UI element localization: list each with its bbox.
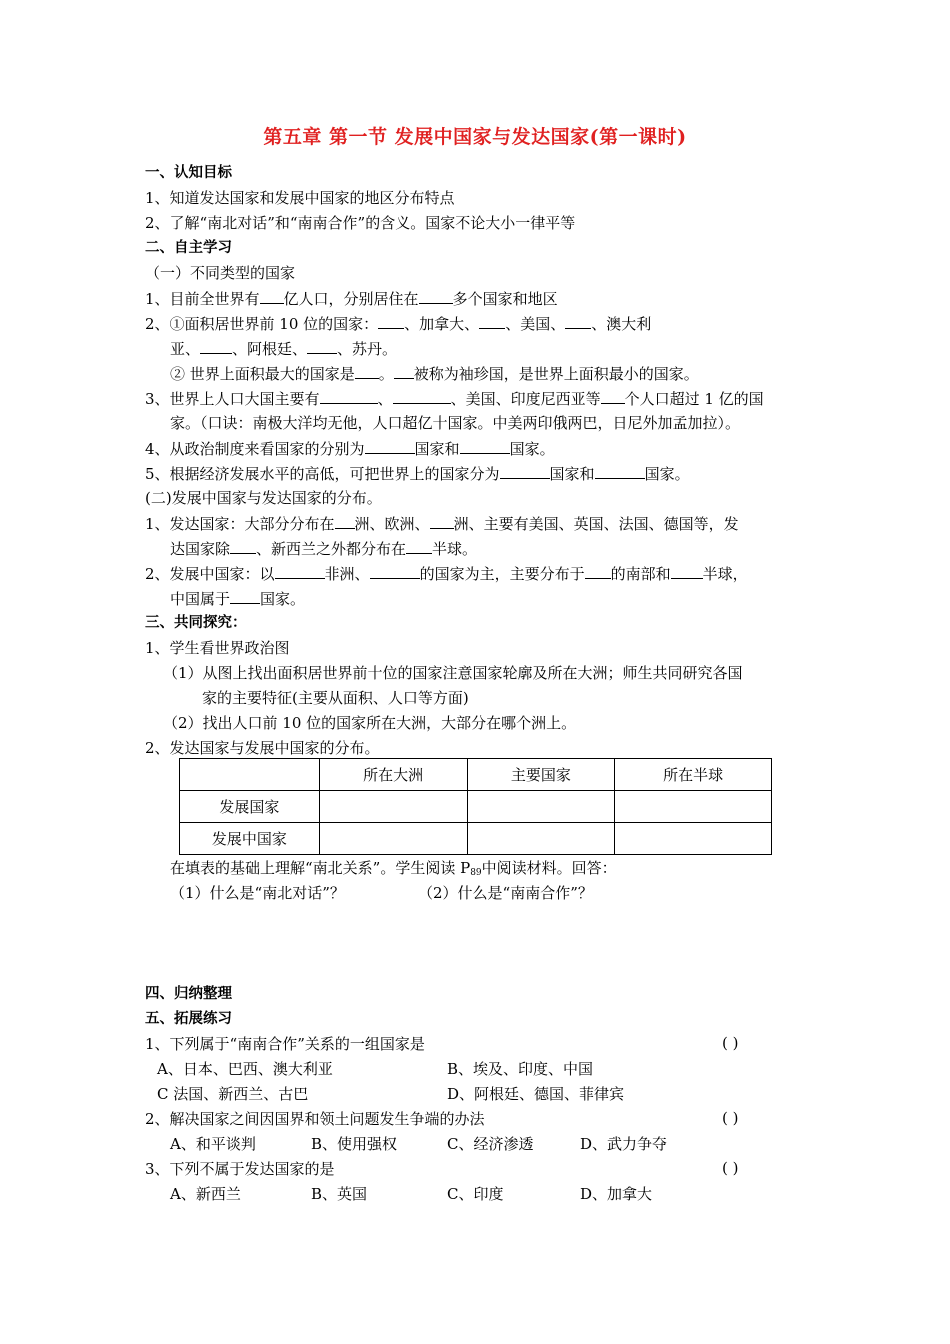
section-heading-goals: 一、认知目标 bbox=[145, 165, 232, 181]
goal-item-2: 2、了解“南北对话”和“南南合作”的含义。国家不论大小一律平等 bbox=[145, 214, 576, 232]
table-row bbox=[180, 823, 772, 855]
table-row-label: 发展国家 bbox=[180, 791, 320, 823]
table-header-cell: 所在半球 bbox=[615, 759, 772, 791]
answer-blank[interactable] bbox=[601, 388, 625, 404]
subheading-distribution: (二)发展中国家与发达国家的分布。 bbox=[145, 489, 382, 507]
goal-item-1: 1、知道发达国家和发展中国家的地区分布特点 bbox=[145, 189, 455, 207]
explore-item-1a-cont: 家的主要特征(主要从面积、人口等方面) bbox=[202, 689, 469, 707]
exercise-1-option-c: C 法国、新西兰、古巴 bbox=[157, 1085, 309, 1103]
explore-item-1b: （2）找出人口前 10 位的国家所在大洲，大部分在哪个洲上。 bbox=[163, 714, 577, 732]
exercise-2: 2、解决国家之间因国界和领土问题发生争端的办法 bbox=[145, 1110, 485, 1128]
answer-blank[interactable] bbox=[585, 563, 611, 579]
exercise-3-option-b: B、英国 bbox=[311, 1185, 368, 1203]
reading-instruction: 在填表的基础上理解“南北关系”。学生阅读 $P_{89}$中阅读材料。回答： bbox=[170, 859, 617, 878]
distribution-1-cont: 达国家除 、新西兰之外都分布在 半球。 bbox=[170, 540, 478, 558]
exercise-1-option-d: D、阿根廷、德国、菲律宾 bbox=[447, 1085, 625, 1103]
reading-question-1: （1）什么是“南北对话”？ bbox=[170, 884, 345, 902]
exercise-2-option-a: A、和平谈判 bbox=[170, 1135, 256, 1153]
reading-question-2: （2）什么是“南南合作”？ bbox=[418, 884, 593, 902]
page-title: 第五章 第一节 发展中国家与发达国家(第一课时) bbox=[263, 126, 687, 148]
answer-blank[interactable] bbox=[394, 363, 414, 379]
answer-bracket[interactable]: ( ) bbox=[722, 1159, 739, 1177]
question-2: 2、①面积居世界前 10 位的国家： 、加拿大、 、美国、 、澳大利 bbox=[145, 315, 652, 333]
answer-blank[interactable] bbox=[260, 288, 284, 304]
question-2-part2: ② 世界上面积最大的国家是 。 被称为袖珍国，是世界上面积最小的国家。 bbox=[170, 365, 699, 383]
question-2-cont: 亚、 、阿根廷、 、苏丹。 bbox=[170, 340, 398, 358]
distribution-2: 2、发展中国家：以 非洲、 的国家为主，主要分布于 的南部和 半球， bbox=[145, 565, 748, 583]
answer-blank[interactable] bbox=[365, 438, 415, 454]
table-cell[interactable] bbox=[467, 823, 615, 855]
exercise-2-option-d: D、武力争夺 bbox=[580, 1135, 668, 1153]
exercise-2-option-b: B、使用强权 bbox=[311, 1135, 398, 1153]
table-header-cell: 所在大洲 bbox=[319, 759, 467, 791]
section-heading-self-study: 二、自主学习 bbox=[145, 240, 232, 256]
exercise-1: 1、下列属于“南南合作”关系的一组国家是 bbox=[145, 1035, 425, 1053]
answer-blank[interactable] bbox=[671, 563, 703, 579]
exercise-3-option-a: A、新西兰 bbox=[170, 1185, 241, 1203]
answer-blank[interactable] bbox=[595, 463, 645, 479]
section-heading-summary: 四、归纳整理 bbox=[145, 986, 232, 1002]
table-cell[interactable] bbox=[467, 791, 615, 823]
exercise-1-option-b: B、埃及、印度、中国 bbox=[447, 1060, 594, 1078]
answer-blank[interactable] bbox=[479, 313, 505, 329]
answer-blank[interactable] bbox=[419, 288, 453, 304]
answer-blank[interactable] bbox=[335, 513, 355, 529]
answer-blank[interactable] bbox=[275, 563, 325, 579]
explore-item-1: 1、学生看世界政治图 bbox=[145, 639, 290, 657]
answer-bracket[interactable]: ( ) bbox=[722, 1034, 739, 1052]
answer-blank[interactable] bbox=[406, 538, 432, 554]
answer-blank[interactable] bbox=[565, 313, 591, 329]
answer-blank[interactable] bbox=[430, 513, 454, 529]
exercise-2-option-c: C、经济渗透 bbox=[447, 1135, 534, 1153]
answer-blank[interactable] bbox=[230, 538, 256, 554]
answer-blank[interactable] bbox=[370, 563, 420, 579]
question-4: 4、从政治制度来看国家的分别为 国家和 国家。 bbox=[145, 440, 555, 458]
answer-blank[interactable] bbox=[500, 463, 550, 479]
table-cell[interactable] bbox=[615, 823, 772, 855]
answer-blank[interactable] bbox=[320, 388, 378, 404]
question-1: 1、目前全世界有 亿人口，分别居住在 多个国家和地区 bbox=[145, 290, 558, 308]
exercise-3: 3、下列不属于发达国家的是 bbox=[145, 1160, 335, 1178]
exercise-3-option-d: D、加拿大 bbox=[580, 1185, 653, 1203]
answer-blank[interactable] bbox=[393, 388, 451, 404]
table-cell[interactable] bbox=[615, 791, 772, 823]
table-header-cell bbox=[180, 759, 320, 791]
table-header-cell: 主要国家 bbox=[467, 759, 615, 791]
question-5: 5、根据经济发展水平的高低，可把世界上的国家分为 国家和 国家。 bbox=[145, 465, 690, 483]
answer-blank[interactable] bbox=[460, 438, 510, 454]
exercise-1-option-a: A、日本、巴西、澳大利亚 bbox=[157, 1060, 333, 1078]
section-heading-explore: 三、共同探究： bbox=[145, 615, 247, 631]
table-cell[interactable] bbox=[319, 823, 467, 855]
section-heading-practice: 五、拓展练习 bbox=[145, 1011, 232, 1027]
page-number-subscript: 89 bbox=[470, 868, 482, 878]
question-3-mnemonic: 家。（口诀：南极大洋均无他，人口超亿十国家。中美两印俄两巴，日尼外加孟加拉）。 bbox=[170, 414, 741, 432]
question-3: 3、世界上人口大国主要有 、 、美国、印度尼西亚等 个人口超过 1 亿的国 bbox=[145, 390, 764, 408]
answer-bracket[interactable]: ( ) bbox=[722, 1109, 739, 1127]
table-row bbox=[180, 791, 772, 823]
answer-blank[interactable] bbox=[307, 338, 337, 354]
distribution-table bbox=[179, 758, 772, 855]
subheading-country-types: （一）不同类型的国家 bbox=[145, 264, 296, 282]
answer-blank[interactable] bbox=[200, 338, 232, 354]
table-row-label: 发展中国家 bbox=[180, 823, 320, 855]
distribution-2-cont: 中国属于 国家。 bbox=[170, 590, 306, 608]
answer-blank[interactable] bbox=[355, 363, 379, 379]
answer-blank[interactable] bbox=[378, 313, 404, 329]
explore-item-2: 2、发达国家与发展中国家的分布。 bbox=[145, 739, 380, 757]
table-header-row bbox=[180, 759, 772, 791]
table-cell[interactable] bbox=[319, 791, 467, 823]
distribution-1: 1、发达国家：大部分分布在 洲、欧洲、 洲、主要有美国、英国、法国、德国等，发 bbox=[145, 515, 739, 533]
exercise-3-option-c: C、印度 bbox=[447, 1185, 504, 1203]
explore-item-1a: （1）从图上找出面积居世界前十位的国家注意国家轮廓及所在大洲；师生共同研究各国 bbox=[163, 664, 743, 682]
answer-blank[interactable] bbox=[230, 588, 260, 604]
